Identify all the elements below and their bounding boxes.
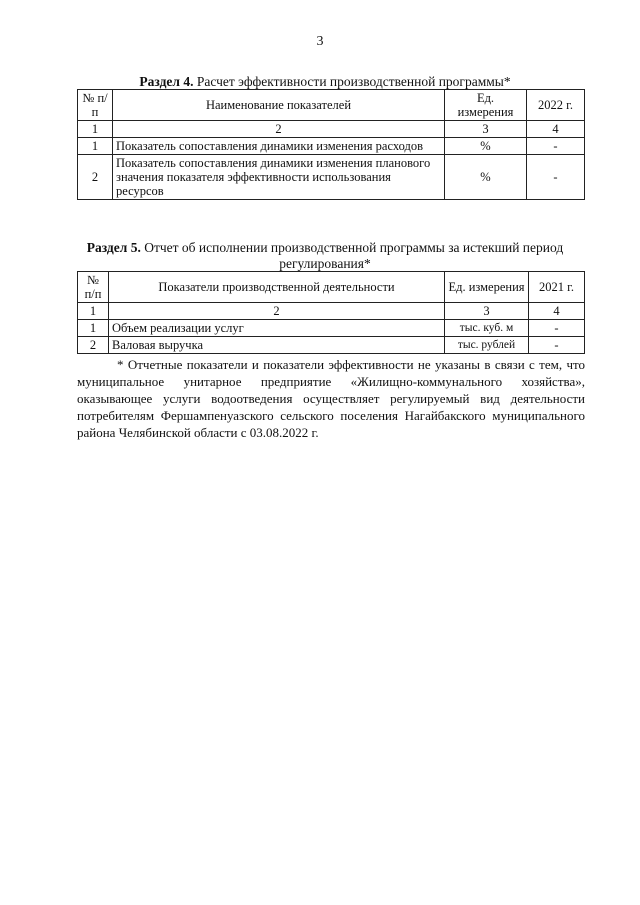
index-cell: 2 [113, 121, 445, 138]
row-value: - [527, 138, 585, 155]
index-cell: 2 [109, 303, 445, 320]
row-value: - [527, 155, 585, 200]
index-cell: 1 [78, 303, 109, 320]
header-unit: Ед. измерения [445, 272, 529, 303]
row-unit: тыс. рублей [445, 337, 529, 354]
section4-title-text: Расчет эффективности производственной программы* [193, 74, 511, 89]
section4-title-bold: Раздел 4. [139, 74, 194, 89]
row-unit: тыс. куб. м [445, 320, 529, 337]
index-cell: 3 [445, 303, 529, 320]
table-header-row [78, 90, 585, 121]
index-cell: 3 [445, 121, 527, 138]
header-num: № п/п [78, 90, 113, 121]
table-row [78, 155, 585, 200]
section4-title [70, 74, 580, 90]
footnote [77, 356, 585, 441]
table-index-row [78, 303, 585, 320]
row-name: Показатель сопоставления динамики изменения планового значения показателя эффективности использования ресурсов [113, 155, 445, 200]
header-unit: Ед. измерения [445, 90, 527, 121]
row-num: 2 [78, 155, 113, 200]
row-unit: % [445, 155, 527, 200]
footnote-text: * Отчетные показатели и показатели эффективности не указаны в связи с тем, что муниципальное унитарное предприятие «Жилищно-коммунального хозяйства», оказывающее услуги водоотведения осуществляет регулируемый вид деятельности потребителям Фершампенуазского сельского поселения Нагайбакского муниципального района Челябинской области с 03.08.2022 г. [77, 357, 585, 440]
row-num: 1 [78, 138, 113, 155]
table-index-row [78, 121, 585, 138]
row-unit: % [445, 138, 527, 155]
table-row [78, 138, 585, 155]
section4-table [77, 89, 585, 200]
row-name: Объем реализации услуг [109, 320, 445, 337]
table-header-row [78, 272, 585, 303]
index-cell: 4 [527, 121, 585, 138]
row-name: Показатель сопоставления динамики изменения расходов [113, 138, 445, 155]
table-row [78, 337, 585, 354]
header-year: 2022 г. [527, 90, 585, 121]
header-name: Показатели производственной деятельности [109, 272, 445, 303]
section5-title-text: Отчет об исполнении производственной программы за истекший период регулирования* [140, 240, 564, 271]
index-cell: 4 [529, 303, 585, 320]
page-number: 3 [316, 34, 324, 49]
row-name: Валовая выручка [109, 337, 445, 354]
header-num: № п/п [78, 272, 109, 303]
row-num: 2 [78, 337, 109, 354]
row-value: - [529, 320, 585, 337]
header-year: 2021 г. [529, 272, 585, 303]
row-num: 1 [78, 320, 109, 337]
header-name: Наименование показателей [113, 90, 445, 121]
section5-title [70, 240, 580, 272]
index-cell: 1 [78, 121, 113, 138]
table-row [78, 320, 585, 337]
section5-table [77, 271, 585, 354]
row-value: - [529, 337, 585, 354]
section5-title-bold: Раздел 5. [86, 240, 141, 255]
